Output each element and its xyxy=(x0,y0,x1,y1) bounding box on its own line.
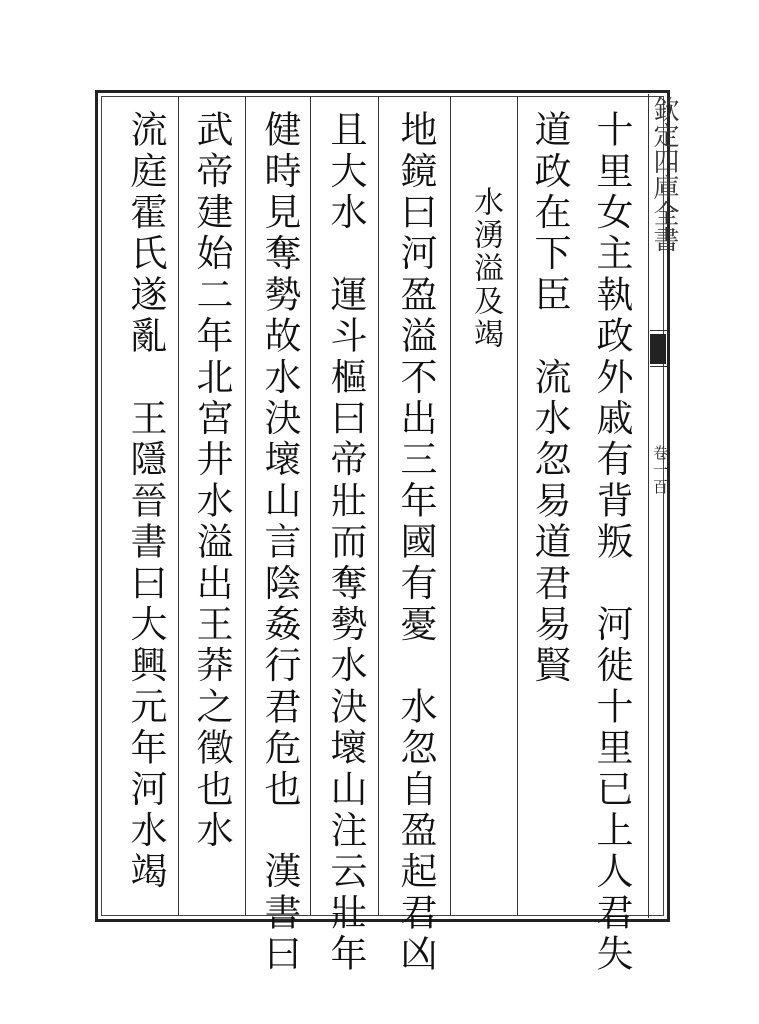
column-divider xyxy=(517,97,518,915)
text-column-8: 流庭霍氏遂亂 王隱晉書曰大興元年河水竭 xyxy=(124,110,167,893)
juan-label: 卷一百 xyxy=(651,445,669,496)
section-heading: 水湧溢及竭 xyxy=(468,186,503,351)
text-column-6: 健時見奪勢故水決壞山言陰姦行君危也 漢書曰 xyxy=(258,110,301,976)
column-divider xyxy=(378,97,379,915)
book-title: 欽定四庫全書 xyxy=(649,96,679,252)
column-divider xyxy=(310,97,311,915)
text-column-7: 武帝建始二年北宮井水溢出王莽之徵也水 xyxy=(190,110,233,852)
fishtail-mark xyxy=(650,334,666,364)
margin-rule xyxy=(650,366,667,367)
column-divider xyxy=(245,97,246,915)
margin-rule xyxy=(650,330,667,331)
column-divider xyxy=(450,97,451,915)
page-frame xyxy=(95,90,670,922)
text-column-5: 且大水 運斗樞曰帝壯而奪勢水決壞山注云壯年 xyxy=(324,110,367,976)
text-column-1: 十里女主執政外戚有背叛 河徙十里已上人君失 xyxy=(590,110,633,976)
text-column-4: 地鏡曰河盈溢不出三年國有憂 水忽自盈起君凶 xyxy=(394,110,437,976)
text-column-2: 道政在下臣 流水忽易道君易賢 xyxy=(528,110,571,687)
column-divider xyxy=(178,97,179,915)
